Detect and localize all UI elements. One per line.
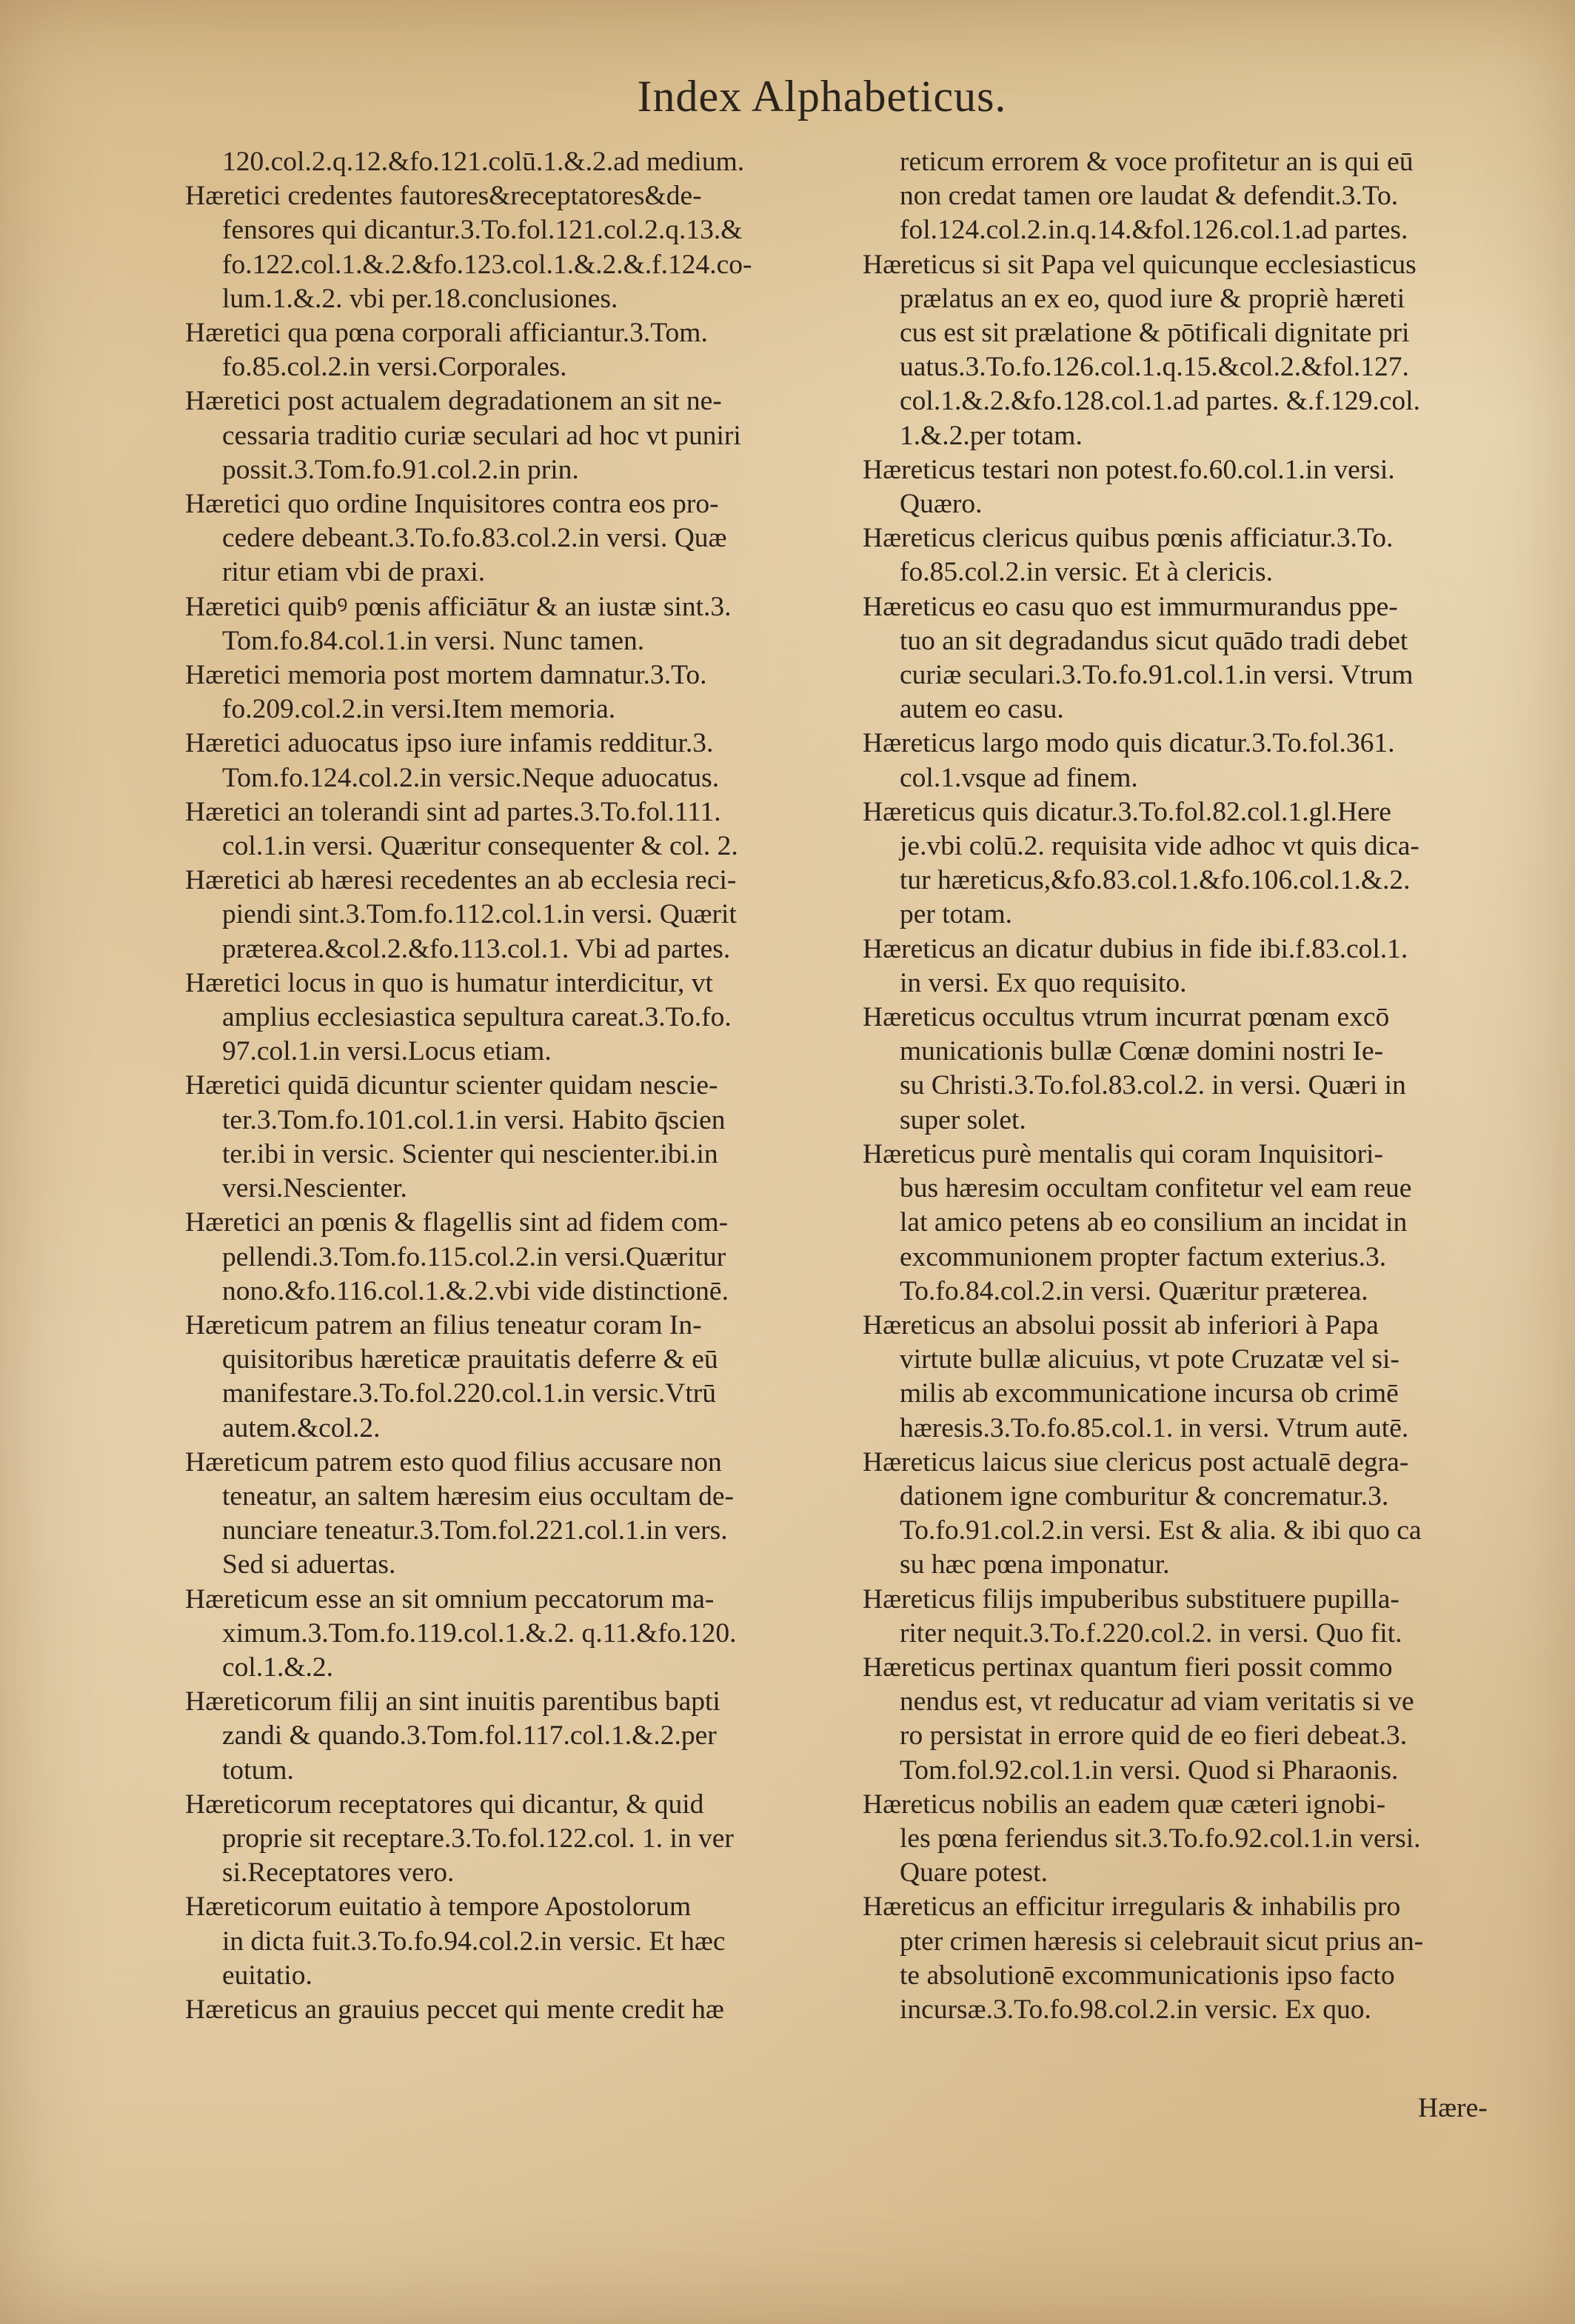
index-entry: Hæreticus si sit Papa vel quicunque ecclesiasticus prælatus an ex eo, quod iure & propriè hæreti cus est sit prælatione & pōtificali dignitate pri uatus.3.To.fo.126.col.1.q.15.&col.2.&fol.127. col.1.&.2.&fo.128.col.1.ad partes. &.f.129.col. 1.&.2.per totam. xyxy=(863,249,1420,451)
index-entry: Hæreticum esse an sit omnium peccatorum ma- ximum.3.Tom.fo.119.col.1.&.2. q.11.&fo.120. col.1.&.2. xyxy=(185,1583,737,1683)
index-entry: Hæreticum patrem an filius teneatur coram In- quisitoribus hæreticæ prauitatis deferre & eū manifestare.3.To.fol.220.col.1.in versic.Vtrū autem.&col.2. xyxy=(185,1309,718,1443)
index-entry: Hæreticus an grauius peccet qui mente credit hæ xyxy=(185,1994,724,2025)
index-entry: Hæretici quidā dicuntur scienter quidam nescie- ter.3.Tom.fo.101.col.1.in versi. Habito q̄scien ter.ibi in versic. Scienter qui nescienter.ibi.in versi.Nescienter. xyxy=(185,1070,726,1204)
index-column-left xyxy=(185,145,837,2027)
index-entry: Hæreticus laicus siue clericus post actualē degra- dationem igne comburitur & concrematur.3. To.fo.91.col.2.in versi. Est & alia. & ibi quo ca su hæc pœna imponatur. xyxy=(863,1446,1422,1580)
index-entry: Hæreticus eo casu quo est immurmurandus ppe- tuo an sit degradandus sicut quādo tradi debet curiæ seculari.3.To.fo.91.col.1.in versi. Vtrum autem eo casu. xyxy=(863,591,1414,725)
index-entry: Hæretici an tolerandi sint ad partes.3.To.fol.111. col.1.in versi. Quæritur consequenter & col. 2. xyxy=(185,796,738,862)
index-entry: Hæreticus filijs impuberibus substituere pupilla- riter nequit.3.To.f.220.col.2. in versi. Quo fit. xyxy=(863,1583,1402,1649)
index-entry: Hæreticus occultus vtrum incurrat pœnam excō municationis bullæ Cœnæ domini nostri Ie- su Christi.3.To.fol.83.col.2. in versi. Quæri in super solet. xyxy=(863,1002,1406,1135)
index-entry: Hæreticus an efficitur irregularis & inhabilis pro pter crimen hæresis si celebrauit sicut prius an- te absolutionē excommunicationis ipso facto incursæ.3.To.fo.98.col.2.in versic. Ex quo. xyxy=(863,1891,1424,2025)
index-entry: Hæreticorum receptatores qui dicantur, & quid proprie sit receptare.3.To.fol.122.col. 1. in ver si.Receptatores vero. xyxy=(185,1789,734,1889)
index-entry: Hæretici locus in quo is humatur interdicitur, vt amplius ecclesiastica sepultura careat.3.To.fo. 97.col.1.in versi.Locus etiam. xyxy=(185,967,732,1067)
index-entry: Hæreticus purè mentalis qui coram Inquisitori- bus hæresim occultam confitetur vel eam reue lat amico petens ab eo consilium an incidat in excommunionem propter factum exterius.3. To.fo.84.col.2.in versi. Quæritur præterea. xyxy=(863,1138,1412,1306)
index-entry: Hæreticus an dicatur dubius in fide ibi.f.83.col.1. in versi. Ex quo requisito. xyxy=(863,933,1408,998)
index-entry: Hæreticus clericus quibus pœnis afficiatur.3.To. fo.85.col.2.in versic. Et à clericis. xyxy=(863,523,1394,588)
index-entry: Hæretici aduocatus ipso iure infamis redditur.3. Tom.fo.124.col.2.in versic.Neque aduocatus. xyxy=(185,728,720,793)
index-entry: reticum errorem & voce profitetur an is qui eū non credat tamen ore laudat & defendit.3.To. fol.124.col.2.in.q.14.&fol.126.col.1.ad partes. xyxy=(900,147,1414,246)
index-entry: Hæreticorum filij an sint inuitis parentibus bapti zandi & quando.3.Tom.fol.117.col.1.&.2.per totum. xyxy=(185,1686,720,1786)
index-entry: Hæreticus nobilis an eadem quæ cæteri ignobi- les pœna feriendus sit.3.To.fo.92.col.1.in versi. Quare potest. xyxy=(863,1789,1421,1889)
index-entry: Hæreticorum euitatio à tempore Apostolorum in dicta fuit.3.To.fo.94.col.2.in versic. Et hæc euitatio. xyxy=(185,1891,726,1991)
page-title: Index Alphabeticus. xyxy=(637,72,1007,121)
index-entry: Hæretici credentes fautores&receptatores&de- fensores qui dicantur.3.To.fol.121.col.2.q.13.& fo.122.col.1.&.2.&fo.123.col.1.&.2.&.f.124.co- lum.1.&.2. vbi per.18.conclusiones. xyxy=(185,181,752,314)
index-entry: Hæretici an pœnis & flagellis sint ad fidem com- pellendi.3.Tom.fo.115.col.2.in versi.Quæritur nono.&fo.116.col.1.&.2.vbi vide distinctionē. xyxy=(185,1207,729,1306)
index-entry: Hæretici post actualem degradationem an sit ne- cessaria traditio curiæ seculari ad hoc vt puniri possit.3.Tom.fo.91.col.2.in prin. xyxy=(185,386,741,485)
index-entry: 120.col.2.q.12.&fo.121.colū.1.&.2.ad medium. xyxy=(222,147,745,177)
catchword: Hære- xyxy=(1418,2093,1488,2123)
index-entry: Hæreticus largo modo quis dicatur.3.To.fol.361. col.1.vsque ad finem. xyxy=(863,728,1395,793)
index-entry: Hæreticus an absolui possit ab inferiori à Papa virtute bullæ alicuius, vt pote Cruzatæ vel si- milis ab excommunicatione incursa ob crimē hæresis.3.To.fo.85.col.1. in versi. Vtrum autē. xyxy=(863,1309,1409,1443)
index-entry: Hæretici quo ordine Inquisitores contra eos pro- cedere debeant.3.To.fo.83.col.2.in versi. Quæ ritur etiam vbi de praxi. xyxy=(185,489,727,588)
index-entry: Hæretici ab hæresi recedentes an ab ecclesia reci- piendi sint.3.Tom.fo.112.col.1.in versi. Quærit præterea.&col.2.&fo.113.col.1. Vbi ad partes. xyxy=(185,865,737,964)
index-column-right xyxy=(863,145,1514,2027)
index-entry: Hæreticus quis dicatur.3.To.fol.82.col.1.gl.Here je.vbi colū.2. requisita vide adhoc vt quis dica- tur hæreticus,&fo.83.col.1.&fo.106.col.1.&.2. per totam. xyxy=(863,796,1419,930)
index-entry: Hæretici qua pœna corporali afficiantur.3.Tom. fo.85.col.2.in versi.Corporales. xyxy=(185,318,708,383)
index-entry: Hæretici quibꝰ pœnis afficiātur & an iustæ sint.3. Tom.fo.84.col.1.in versi. Nunc tamen. xyxy=(185,591,732,656)
index-entry: Hæreticus pertinax quantum fieri possit commo nendus est, vt reducatur ad viam veritatis si ve ro persistat in errore quid de eo fieri debeat.3. Tom.fol.92.col.1.in versi. Quod si Pharaonis. xyxy=(863,1652,1414,1786)
index-entry: Hæreticus testari non potest.fo.60.col.1.in versi. Quæro. xyxy=(863,454,1395,520)
index-entry: Hæreticum patrem esto quod filius accusare non teneatur, an saltem hæresim eius occultam de- nunciare teneatur.3.Tom.fol.221.col.1.in vers. Sed si aduertas. xyxy=(185,1446,734,1580)
index-entry: Hæretici memoria post mortem damnatur.3.To. fo.209.col.2.in versi.Item memoria. xyxy=(185,660,707,725)
